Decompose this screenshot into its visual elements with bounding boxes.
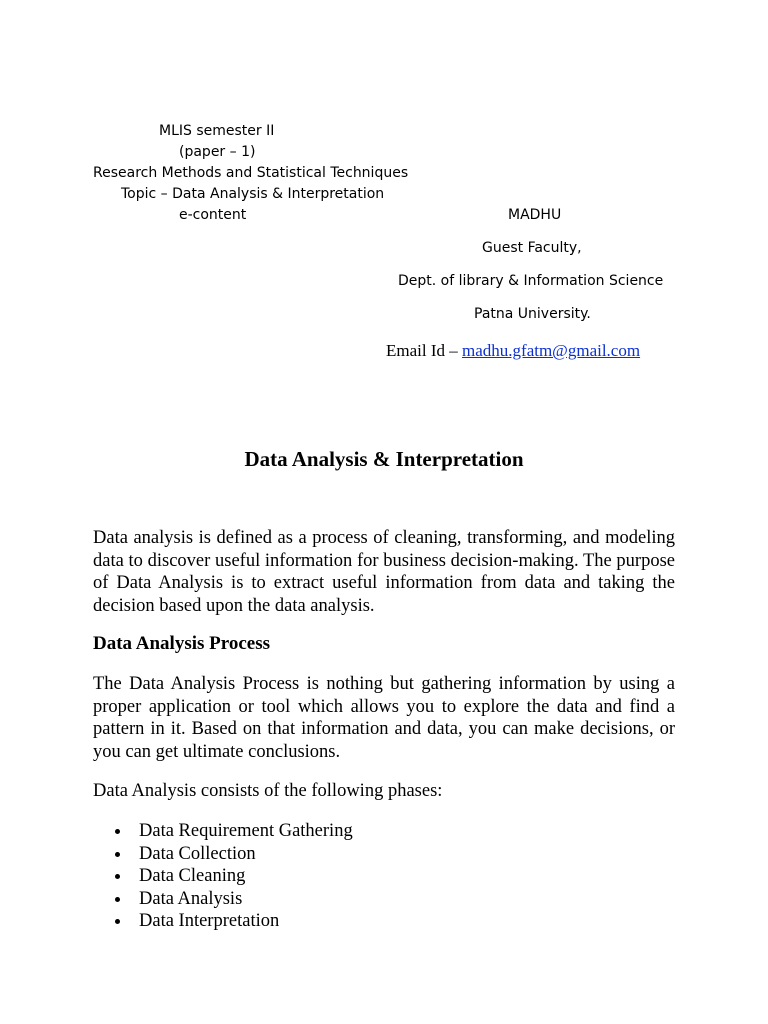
list-item-label: Data Cleaning	[139, 866, 246, 886]
section-paragraph: The Data Analysis Process is nothing but gathering information by using a proper application or tool which allows you to explore the data and find a pattern in it. Based on that information and data, you can make decisions, or you can get ultimate conclusions.	[93, 674, 675, 762]
author-department: Dept. of library & Information Science	[398, 273, 664, 289]
bullet-icon	[115, 852, 120, 857]
course-subject: Research Methods and Statistical Techniques	[93, 165, 409, 181]
phases-list	[93, 820, 353, 933]
bullet-icon	[115, 874, 120, 879]
list-item	[93, 865, 353, 888]
author-university: Patna University.	[474, 306, 591, 322]
course-topic: Topic – Data Analysis & Interpretation	[121, 186, 385, 202]
author-email-line	[386, 340, 640, 362]
email-link[interactable]: madhu.gfatm@gmail.com	[462, 341, 641, 360]
course-semester: MLIS semester II	[159, 123, 275, 139]
list-item	[93, 843, 353, 866]
phases-intro: Data Analysis consists of the following phases:	[93, 781, 443, 801]
bullet-icon	[115, 919, 120, 924]
list-item	[93, 820, 353, 843]
intro-paragraph: Data analysis is defined as a process of cleaning, transforming, and modeling data to discover useful information for business decision-making. The purpose of Data Analysis is to extract useful information from data and taking the decision based upon the data analysis.	[93, 528, 675, 616]
author-title: Guest Faculty,	[482, 240, 582, 256]
list-item-label: Data Requirement Gathering	[139, 821, 353, 841]
email-label: Email Id –	[386, 341, 458, 360]
bullet-icon	[115, 829, 120, 834]
course-paper: (paper – 1)	[179, 144, 256, 160]
list-item	[93, 910, 353, 933]
list-item	[93, 888, 353, 911]
bullet-icon	[115, 897, 120, 902]
page-title: Data Analysis & Interpretation	[244, 447, 524, 471]
list-item-label: Data Collection	[139, 843, 256, 864]
section-heading: Data Analysis Process	[93, 633, 270, 654]
list-item-label: Data Analysis	[139, 888, 243, 909]
author-name: MADHU	[508, 207, 562, 223]
course-content-type: e-content	[179, 207, 247, 223]
list-item-label: Data Interpretation	[139, 911, 280, 931]
